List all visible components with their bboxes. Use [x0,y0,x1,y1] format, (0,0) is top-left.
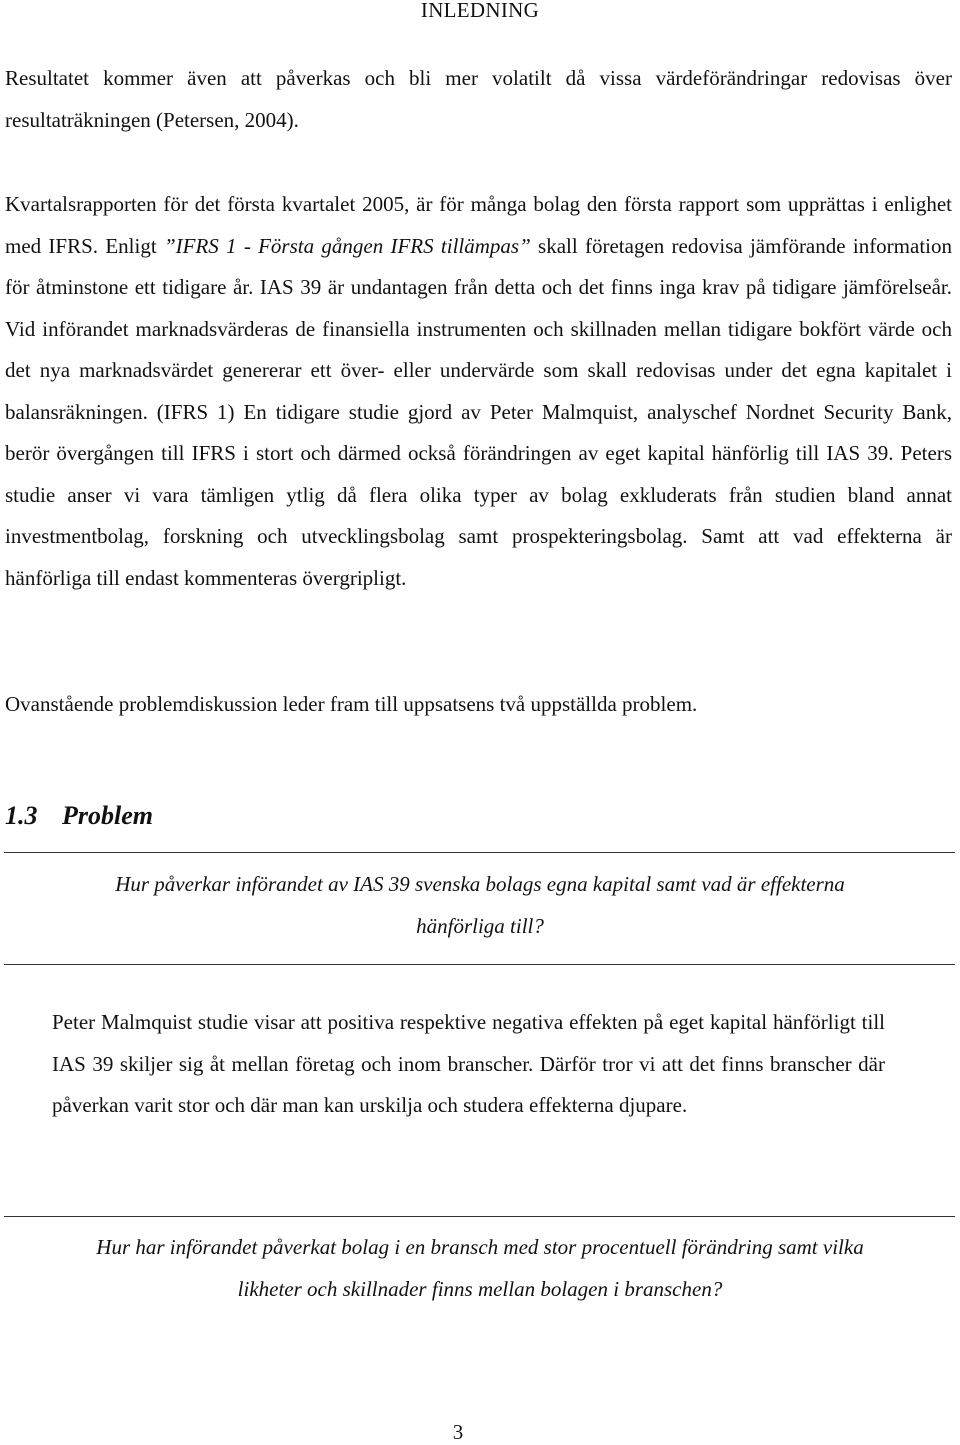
paragraph-ifrs-transition [5,184,952,599]
problem-question-1 [0,864,960,947]
section-heading-problem [5,796,153,836]
paragraph-problem-lead [5,684,952,726]
running-header: INLEDNING [420,0,540,22]
section-title: Problem [62,801,153,830]
problem-question-2 [0,1227,960,1310]
paragraph-malmquist-study-text: Peter Malmquist studie visar att positiva respektive negativa effekten på eget kapital hänförligt till IAS 39 skiljer sig åt mellan företag och inom branscher. Därför tror vi att det finns branscher där påverkan varit stor och där man kan urskilja och studera effekterna djupare. [52,1010,885,1117]
paragraph-problem-lead-text: Ovanstående problemdiskussion leder fram till uppsatsens två uppställda problem. [5,692,698,716]
paragraph-ifrs-text-start: Kvartalsrapporten för det första kvartalet 2005, är för många bolag den första rapport som upprättas i enlighet med IFRS. Enligt [5,192,952,258]
problem-2-top-rule [4,1216,955,1217]
ifrs-1-standard-title: ”IFRS 1 - Första gången IFRS tillämpas” [163,233,531,258]
problem-1-bottom-rule [4,964,955,965]
problem-question-1-line-2: hänförliga till? [416,913,544,938]
paragraph-volatility [5,58,952,141]
problem-question-2-line-2: likheter och skillnader finns mellan bolagen i branschen? [237,1276,723,1301]
paragraph-malmquist-study [52,1002,885,1127]
paragraph-volatility-text: Resultatet kommer även att påverkas och bli mer volatilt då vissa värdeförändringar redovisas över resultaträkningen (Petersen, 2004). [5,66,952,132]
paragraph-ifrs-text-end: skall företagen redovisa jämförande information för åtminstone ett tidigare år. IAS 39 är undantagen från detta och det finns inga krav på tidigare jämförelseår. Vid införandet marknadsvärderas de finansiella instrumenten och skillnaden mellan tidigare bokfört värde och det nya marknadsvärdet genererar ett över- eller undervärde som skall redovisas under det egna kapitalet i balansräkningen. (IFRS 1) En tidigare studie gjord av Peter Malmquist, analyschef Nordnet Security Bank, berör övergången till IFRS i stort och därmed också förändringen av eget kapital hänförlig till IAS 39. Peters studie anser vi vara tämligen ytlig då flera olika typer av bolag exkluderats från studien bland annat investmentbolag, forskning och utvecklingsbolag samt prospekteringsbolag. Samt att vad effekterna är hänförliga till endast kommenteras övergripligt. [5,233,952,590]
problem-1-top-rule [4,852,955,853]
page-number: 3 [452,1420,464,1444]
section-number: 1.3 [5,801,38,830]
problem-question-2-line-1: Hur har införandet påverkat bolag i en bransch med stor procentuell förändring samt vilka [96,1235,864,1259]
problem-question-1-line-1: Hur påverkar införandet av IAS 39 svenska bolags egna kapital samt vad är effekterna [115,872,845,896]
